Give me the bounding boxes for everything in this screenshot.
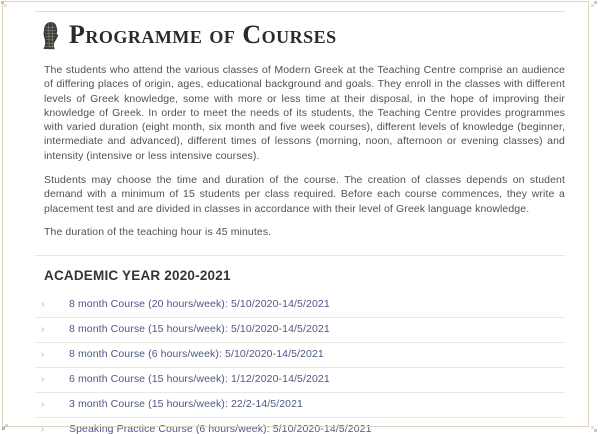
corner-mark-icon	[588, 423, 597, 432]
corner-mark-icon	[588, 1, 597, 10]
page-title: Programme of Courses	[69, 20, 337, 49]
course-link-8month-6h[interactable]: 8 month Course (6 hours/week): 5/10/2020-14/5/2021	[69, 348, 324, 361]
course-link-3month-15h[interactable]: 3 month Course (15 hours/week): 22/2-14/5/2021	[69, 398, 303, 411]
course-link-8month-15h[interactable]: 8 month Course (15 hours/week): 5/10/2020-14/5/2021	[69, 323, 330, 336]
content-area	[35, 11, 565, 434]
course-list	[35, 293, 565, 434]
chevron-bullet-icon: ›	[41, 399, 45, 411]
chevron-bullet-icon: ›	[41, 374, 45, 386]
chevron-bullet-icon: ›	[41, 324, 45, 336]
chevron-bullet-icon: ›	[41, 424, 45, 434]
course-list-item	[35, 368, 565, 393]
section-divider	[35, 255, 565, 256]
chevron-bullet-icon: ›	[41, 349, 45, 361]
teaching-hour-note: The duration of the teaching hour is 45 minutes.	[44, 225, 272, 238]
course-list-item	[35, 343, 565, 368]
page-header	[35, 19, 565, 51]
intro-paragraph: The students who attend the various classes of Modern Greek at the Teaching Centre comprise an audience of differing places of origin, ages, educational background and goals. They enroll in the classes with different levels of Greek knowledge, some with more or less time at their disposal, in the hope of improving their knowledge of Greek. In order to meet the needs of its students, the Teaching Centre provides programmes with varied duration (eight month, six month and five week courses), different levels of knowledge (beginner, intermediate and advanced), different times of lessons (morning, noon, afternoon or evening classes) and intensity (intensive or less intensive courses).	[44, 64, 565, 162]
course-list-item	[35, 418, 565, 434]
course-link-speaking-practice[interactable]: Speaking Practice Course (6 hours/week): 5/10/2020-14/5/2021	[69, 423, 372, 434]
corner-mark-icon	[2, 421, 11, 430]
course-list-item	[35, 293, 565, 318]
intro-text	[35, 63, 565, 239]
classical-bust-logo-icon	[41, 21, 62, 50]
course-link-8month-20h[interactable]: 8 month Course (20 hours/week): 5/10/2020-14/5/2021	[69, 298, 330, 311]
course-link-6month-15h[interactable]: 6 month Course (15 hours/week): 1/12/2020-14/5/2021	[69, 373, 330, 386]
top-divider	[35, 11, 565, 12]
chevron-bullet-icon: ›	[41, 299, 45, 311]
course-list-item	[35, 318, 565, 343]
intro-paragraph: Students may choose the time and duration of the course. The creation of classes depends on student demand with a minimum of 15 students per class required. Before each course commences, they write a placement test and are divided in classes in accordance with their level of Greek language knowledge.	[44, 174, 565, 215]
academic-year-heading: ACADEMIC YEAR 2020-2021	[44, 268, 231, 284]
course-list-item	[35, 393, 565, 418]
corner-mark-icon	[1, 1, 10, 10]
